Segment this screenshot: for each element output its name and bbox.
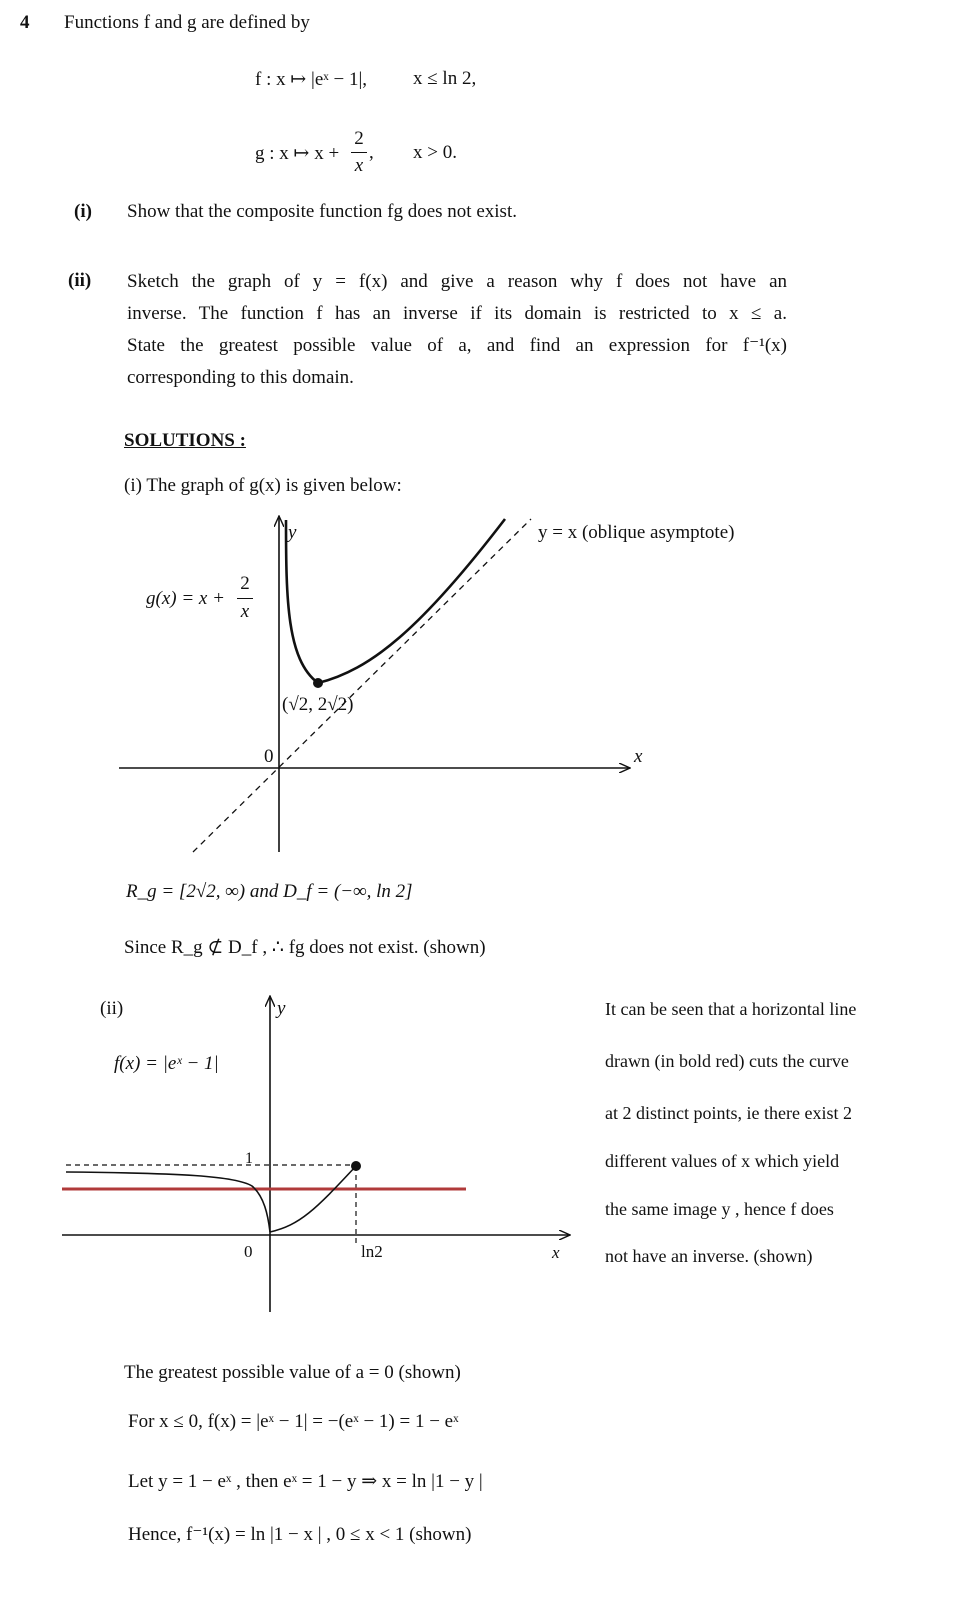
g-definition-domain: x > 0. (413, 142, 457, 163)
solution-i-intro: (i) The graph of g(x) is given below: (124, 475, 402, 496)
f-y-label: y (277, 998, 286, 1019)
explanation-line-1: It can be seen that a horizontal line (605, 999, 857, 1019)
g-func-frac-num: 2 (240, 573, 250, 594)
part-ii-line-2: inverse. The function f has an inverse if its domain is restricted to x ≤ a. (127, 303, 787, 324)
f-definition-rule: f : x ↦ |eˣ − 1|, (255, 69, 368, 90)
greatest-a-line: The greatest possible value of a = 0 (shown) (124, 1362, 461, 1383)
g-definition-rule: g : x ↦ x + (255, 143, 340, 164)
f-func-label: f(x) = |eˣ − 1| (114, 1053, 219, 1074)
f-curve-left (66, 1172, 270, 1232)
f-x-label: x (552, 1243, 560, 1262)
for-x-line: For x ≤ 0, f(x) = |eˣ − 1| = −(eˣ − 1) = 1 − eˣ (128, 1411, 459, 1432)
explanation-line-6: not have an inverse. (shown) (605, 1246, 813, 1266)
g-func-frac-bar (237, 598, 253, 599)
min-point-label: (√2, 2√2) (282, 694, 354, 715)
part-i-label: (i) (74, 201, 92, 222)
g-frac-denominator: x (354, 155, 364, 176)
question-number: 4 (20, 12, 30, 33)
f-ln2-label: ln2 (361, 1242, 383, 1261)
g-func-frac-den: x (240, 601, 250, 622)
g-minimum-point (313, 678, 323, 688)
solutions-heading: SOLUTIONS : (124, 430, 246, 451)
g-x-label: x (634, 746, 643, 767)
explanation-line-4: different values of x which yield (605, 1151, 840, 1171)
since-line: Since R_g ⊄ D_f , ∴ fg does not exist. (shown) (124, 937, 486, 958)
explanation-text (605, 983, 856, 1277)
part-i-text: Show that the composite function fg does not exist. (127, 201, 517, 222)
f-origin-label: 0 (244, 1242, 253, 1261)
g-curve (286, 519, 505, 683)
g-origin-label: 0 (264, 746, 274, 767)
part-ii-line-1: Sketch the graph of y = f(x) and give a reason why f does not have an (127, 271, 787, 292)
oblique-asymptote (193, 519, 531, 852)
explanation-line-2: drawn (in bold red) cuts the curve (605, 1051, 849, 1071)
g-func-label: g(x) = x + (146, 588, 225, 609)
g-frac-numerator: 2 (354, 128, 364, 149)
explanation-line-3: at 2 distinct points, ie there exist 2 (605, 1103, 852, 1123)
g-y-label: y (288, 522, 297, 543)
let-y-line: Let y = 1 − eˣ , then eˣ = 1 − y ⇒ x = ln |1 − y | (128, 1471, 483, 1492)
part-ii-line-3: State the greatest possible value of a, and find an expression for f⁻¹(x) (127, 335, 787, 356)
f-definition-domain: x ≤ ln 2, (413, 68, 477, 89)
g-comma: , (369, 142, 374, 163)
range-domain-line: R_g = [2√2, ∞) and D_f = (−∞, ln 2] (126, 881, 413, 902)
question-intro: Functions f and g are defined by (64, 12, 310, 33)
hence-line: Hence, f⁻¹(x) = ln |1 − x | , 0 ≤ x < 1 (shown) (128, 1524, 472, 1545)
asymptote-label: y = x (oblique asymptote) (538, 522, 735, 543)
f-curve-right (270, 1166, 356, 1232)
part-ii-line-4: corresponding to this domain. (127, 367, 354, 388)
part-ii-label: (ii) (68, 270, 92, 291)
f-one-label: 1 (245, 1150, 253, 1167)
explanation-line-5: the same image y , hence f does (605, 1199, 834, 1219)
f-endpoint (351, 1161, 361, 1171)
solution-ii-label: (ii) (100, 998, 124, 1019)
